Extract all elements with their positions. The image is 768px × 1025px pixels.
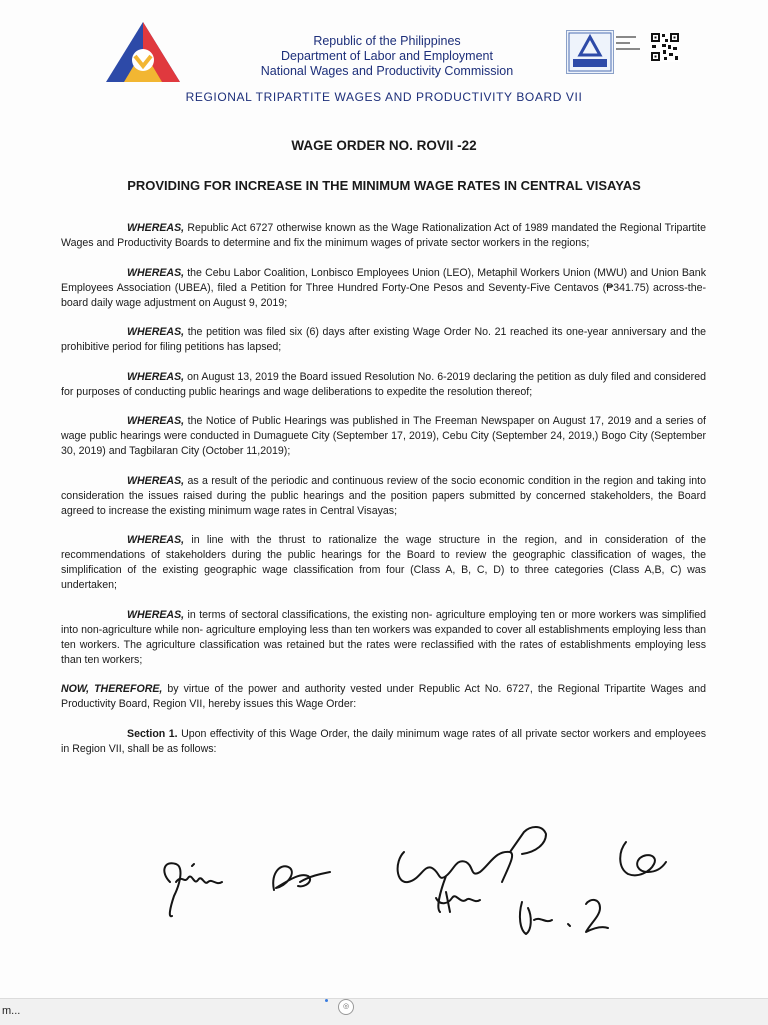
- paragraph-text: in terms of sectoral classifications, the existing non- agriculture employing ten or more workers was simplified into non-agriculture while non- agriculture employing less than ten workers was expanded to cover all establishments employing less than ten workers. The agriculture classification was retained but the rates were reclassified with the rates of establishments employing less than ten workers;: [61, 608, 706, 666]
- paragraph-lead: WHEREAS,: [127, 608, 185, 621]
- signature-2-icon: [273, 866, 330, 890]
- whereas-paragraph-2: [61, 266, 706, 311]
- viewer-footer-bar: [0, 998, 768, 1025]
- paragraph-lead: WHEREAS,: [127, 222, 185, 234]
- agency-line-dole: Department of Labor and Employment: [281, 49, 493, 63]
- paragraph-lead: WHEREAS,: [127, 326, 185, 338]
- paragraph-lead: WHEREAS,: [127, 534, 185, 546]
- signatures-block: [150, 812, 690, 962]
- whereas-paragraph-5: [61, 414, 706, 459]
- paragraph-text: as a result of the periodic and continuous review of the socio economic condition in the region and taking into consideration the issues raised during the public hearings and the position papers submitted by concerned stakeholders, the Board agreed to increase the existing minimum wage rates in Central Visayas;: [61, 474, 706, 517]
- iso-certification-icon: [566, 30, 614, 74]
- whereas-paragraph-3: [61, 325, 706, 355]
- footer-truncated-text[interactable]: m...: [2, 1005, 21, 1017]
- document-body: [61, 221, 706, 771]
- paragraph-lead: Section 1.: [127, 727, 178, 740]
- section-1-paragraph: [61, 727, 706, 757]
- signature-4-icon: [436, 892, 480, 912]
- certification-text-icon: [616, 34, 644, 64]
- qr-code-icon: [650, 32, 680, 62]
- agency-line-nwpc: National Wages and Productivity Commission: [260, 64, 514, 78]
- page-indicator-icon[interactable]: ◎: [338, 999, 354, 1015]
- signature-1-icon: [164, 863, 222, 916]
- agency-line-republic: Republic of the Philippines: [313, 34, 461, 48]
- indicator-dot-icon: [325, 999, 328, 1002]
- paragraph-text: the Notice of Public Hearings was published in The Freeman Newspaper on August 17, 2019 and a series of wage public hearings were conducted in Dumaguete City (September 17, 2019), Cebu City (September 24, 2019,) Bogo City (September 30, 2019) and Tagbilaran City (October 11,2019);: [61, 415, 706, 457]
- whereas-paragraph-4: [61, 370, 706, 400]
- paragraph-text: by virtue of the power and authority vested under Republic Act No. 6727, the Regional Tripartite Wages and Productivity Board, Region VII, hereby issues this Wage Order:: [61, 683, 706, 710]
- signature-5-icon: [520, 900, 608, 934]
- nwpc-logo-icon: [104, 20, 182, 84]
- document-title: PROVIDING FOR INCREASE IN THE MINIMUM WAGE RATES IN CENTRAL VISAYAS: [127, 178, 641, 193]
- agency-block: [220, 34, 554, 79]
- paragraph-text: on August 13, 2019 the Board issued Resolution No. 6-2019 declaring the petition as duly filed and considered for purposes of conducting public hearings and wage deliberations to expedite the resolution thereof;: [61, 370, 706, 398]
- paragraph-lead: WHEREAS,: [127, 415, 185, 427]
- paragraph-lead: WHEREAS,: [127, 370, 185, 383]
- paragraph-text: the petition was filed six (6) days after existing Wage Order No. 21 reached its one-year anniversary and the prohibitive period for filing petitions has lapsed;: [61, 326, 706, 353]
- paragraph-text: Republic Act 6727 otherwise known as the Wage Rationalization Act of 1989 mandated the Regional Tripartite Wages and Productivity Boards to determine and fix the minimum wages of private sector workers in the regions;: [61, 222, 706, 249]
- whereas-paragraph-8: [61, 608, 706, 668]
- board-name: REGIONAL TRIPARTITE WAGES AND PRODUCTIVITY BOARD VII: [185, 90, 583, 104]
- paragraph-lead: NOW, THEREFORE,: [61, 683, 163, 695]
- wage-order-number: WAGE ORDER NO. ROVII -22: [291, 138, 477, 153]
- paragraph-text: in line with the thrust to rationalize the wage structure in the region, and in consideration of the recommendations of stakeholders during the public hearings for the Board to review the geographic classification of wages, the simplification of the existing geographic wage classification from four (Class A, B, C, D) to three categories (Class A,B, C) was undertaken;: [61, 534, 706, 591]
- signature-6-icon: [620, 842, 666, 875]
- paragraph-lead: WHEREAS,: [127, 474, 185, 487]
- whereas-paragraph-6: [61, 474, 706, 519]
- paragraph-text: Upon effectivity of this Wage Order, the daily minimum wage rates of all private sector workers and employees in Region VII, shall be as follows:: [61, 727, 707, 755]
- paragraph-lead: WHEREAS,: [127, 266, 185, 279]
- paragraph-text: the Cebu Labor Coalition, Lonbisco Employees Union (LEO), Metaphil Workers Union (MWU) and Union Bank Employees Association (UBEA), filed a Petition for Three Hundred Forty-One Pesos and Seventy-Five Centavos (₱341.75) across-the-board daily wage adjustment on August 9, 2019;: [61, 266, 706, 309]
- whereas-paragraph-7: [61, 533, 706, 593]
- whereas-paragraph-1: [61, 221, 706, 251]
- now-therefore-paragraph: [61, 682, 706, 712]
